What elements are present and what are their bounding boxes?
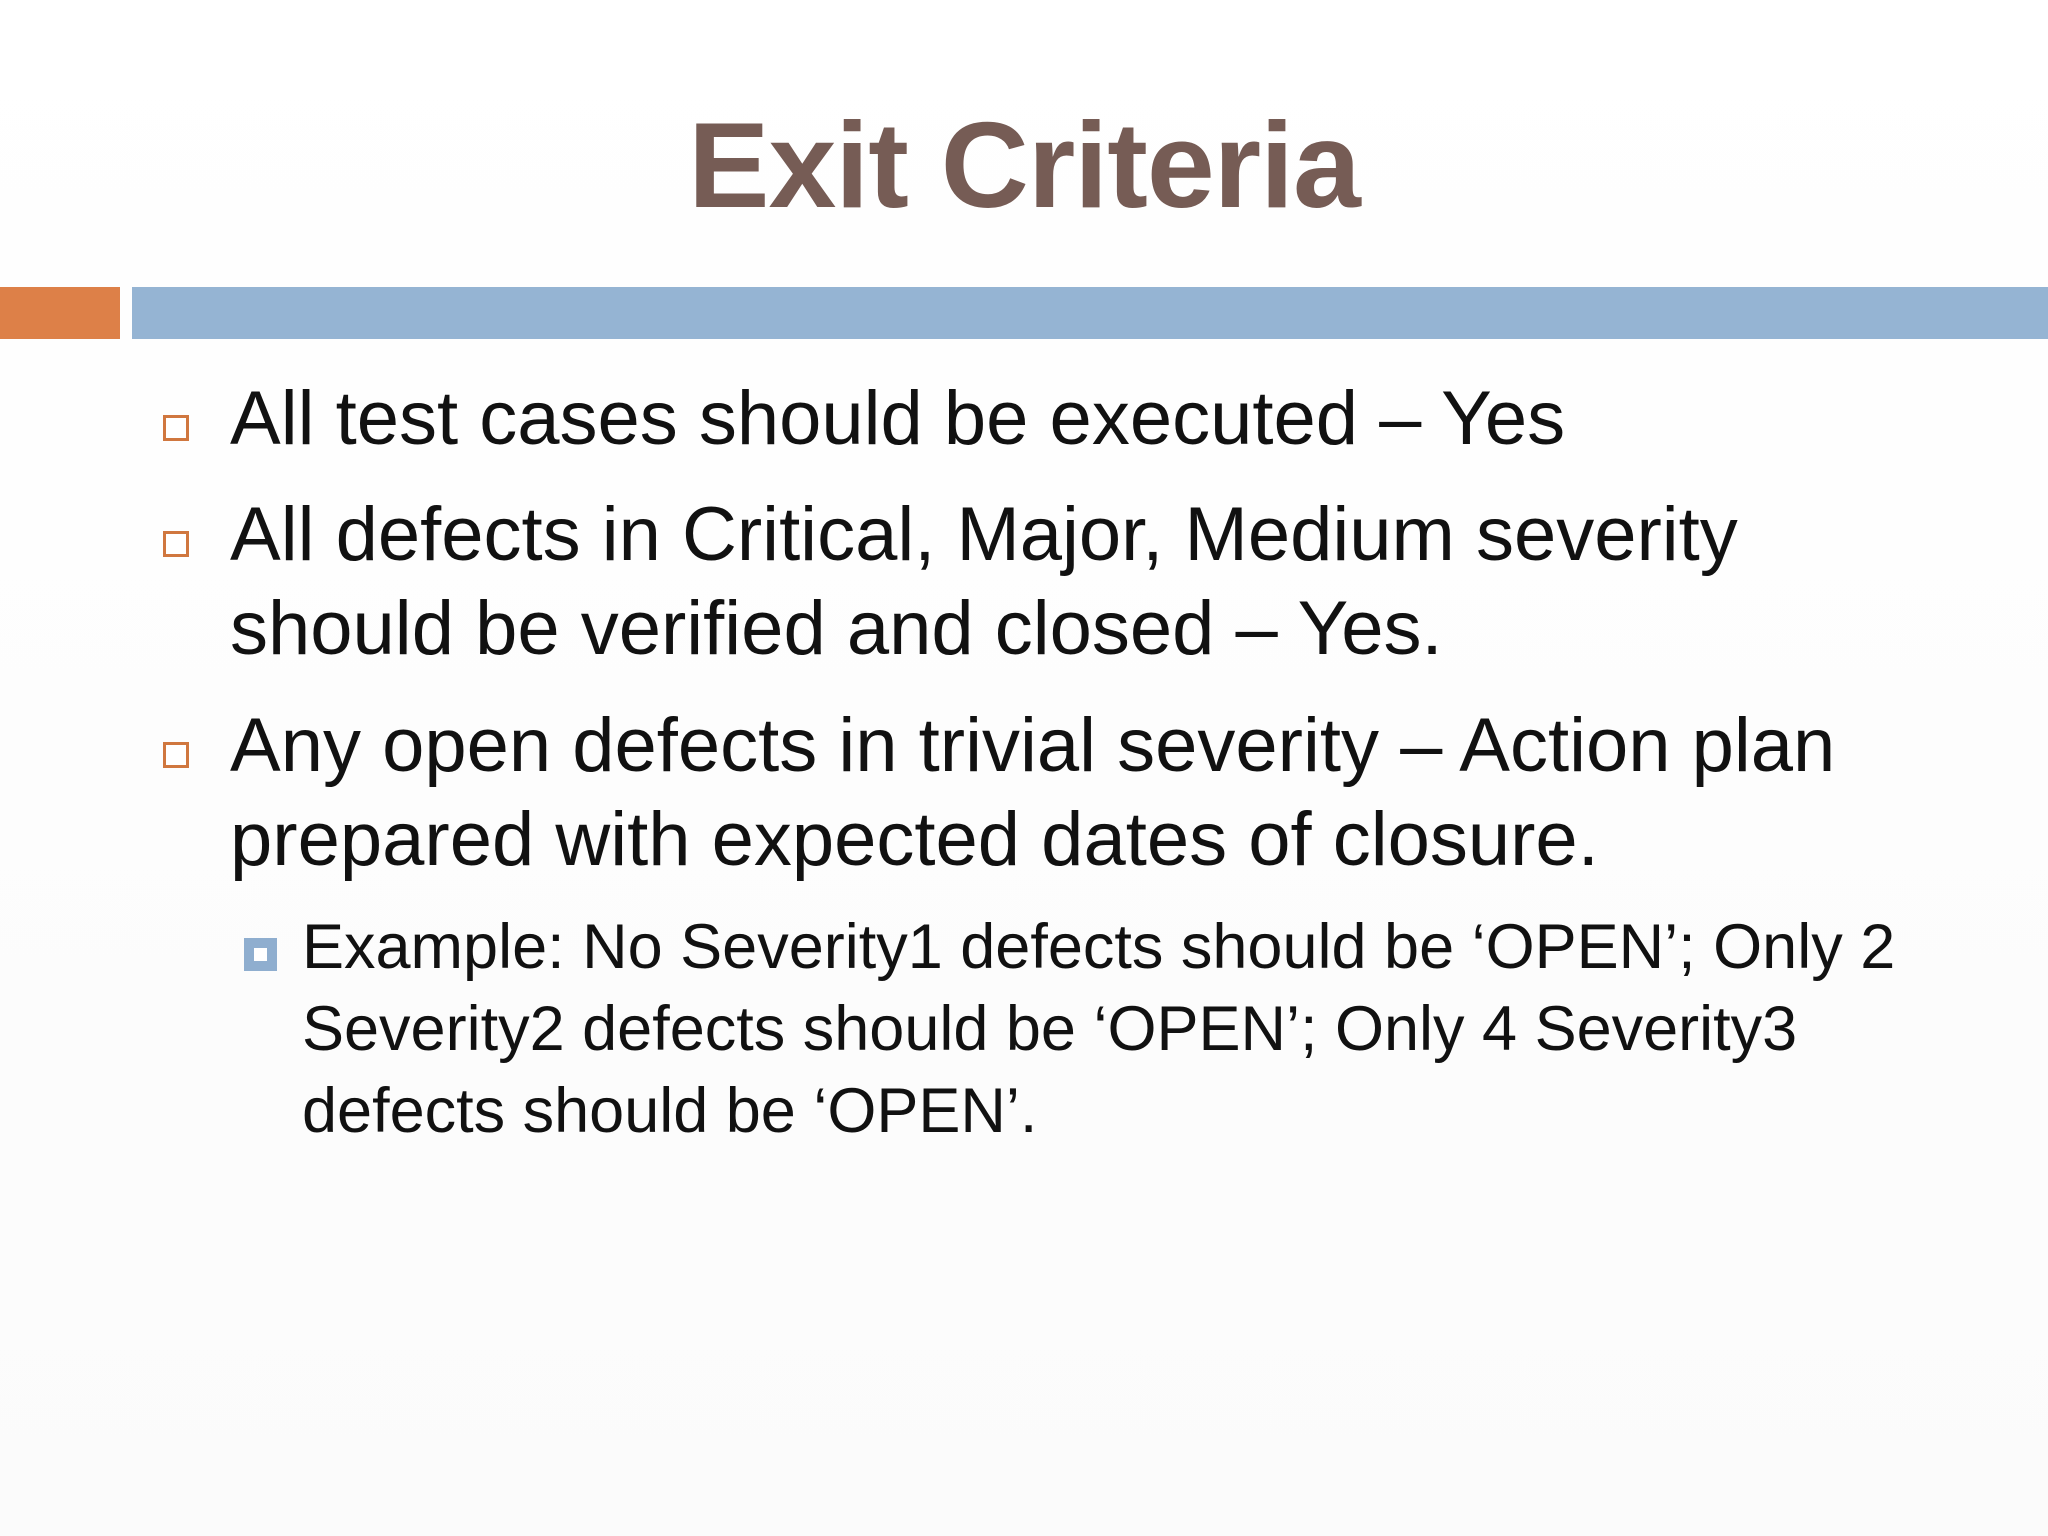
filled-square-icon [244,938,277,971]
hollow-square-icon [163,742,189,768]
header-bar [132,287,2048,339]
bullet-text: All defects in Critical, Major, Medium severity should be verified and closed – Yes. [230,492,1738,671]
hollow-square-icon [163,415,189,441]
hollow-square-icon [163,531,189,557]
slide-title: Exit Criteria [688,97,1360,233]
bullet-text: All test cases should be executed – Yes [230,376,1566,461]
accent-bar [0,287,120,339]
bullet-text: Any open defects in trivial severity – Action plan prepared with expected dates of closure. [230,703,1836,882]
sub-bullet-text: Example: No Severity1 defects should be ‘OPEN’; Only 2 Severity2 defects should be ‘OPEN’; Only 4 Severity3 defects should be ‘OPEN’. [302,912,1896,1146]
